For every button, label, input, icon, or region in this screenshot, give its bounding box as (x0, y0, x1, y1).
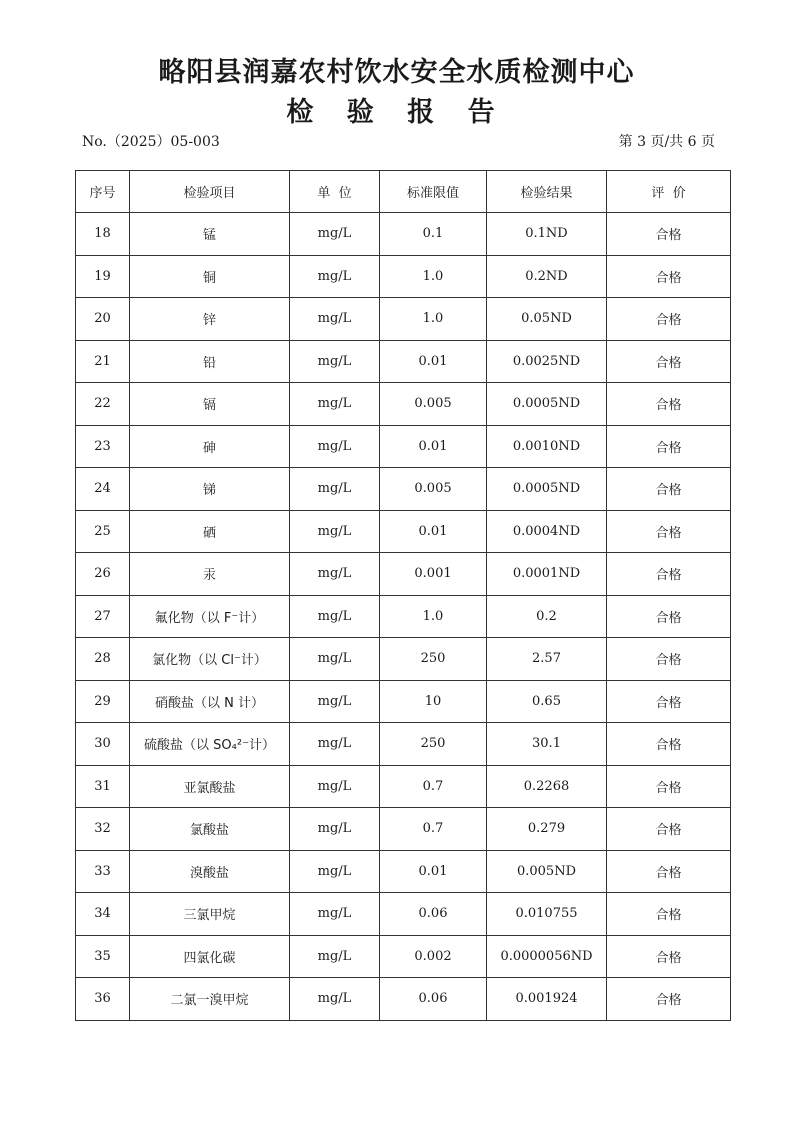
cell-eval: 合格 (607, 765, 731, 808)
cell-no: 32 (76, 808, 130, 851)
cell-item: 锰 (130, 213, 290, 256)
cell-result: 0.65 (487, 680, 607, 723)
cell-limit: 0.06 (380, 893, 487, 936)
cell-result: 0.0005ND (487, 468, 607, 511)
cell-no: 22 (76, 383, 130, 426)
cell-item: 汞 (130, 553, 290, 596)
cell-item: 硝酸盐（以 N 计） (130, 680, 290, 723)
cell-result: 0.0005ND (487, 383, 607, 426)
cell-unit: mg/L (290, 765, 380, 808)
cell-unit: mg/L (290, 340, 380, 383)
cell-eval: 合格 (607, 595, 731, 638)
cell-result: 30.1 (487, 723, 607, 766)
cell-unit: mg/L (290, 850, 380, 893)
report-subtitle: 检 验 报 告 (286, 97, 507, 128)
cell-no: 31 (76, 765, 130, 808)
table-row (76, 510, 731, 553)
cell-unit: mg/L (290, 468, 380, 511)
cell-unit: mg/L (290, 213, 380, 256)
table-row (76, 213, 731, 256)
cell-no: 27 (76, 595, 130, 638)
cell-unit: mg/L (290, 638, 380, 681)
cell-unit: mg/L (290, 595, 380, 638)
cell-unit: mg/L (290, 978, 380, 1021)
cell-unit: mg/L (290, 510, 380, 553)
cell-unit: mg/L (290, 255, 380, 298)
cell-eval: 合格 (607, 680, 731, 723)
cell-result: 0.2ND (487, 255, 607, 298)
results-table (75, 170, 731, 1021)
cell-limit: 0.7 (380, 808, 487, 851)
cell-no: 19 (76, 255, 130, 298)
cell-eval: 合格 (607, 638, 731, 681)
cell-limit: 1.0 (380, 595, 487, 638)
cell-no: 25 (76, 510, 130, 553)
cell-no: 21 (76, 340, 130, 383)
cell-item: 氟化物（以 F⁻计） (130, 595, 290, 638)
cell-item: 硫酸盐（以 SO₄²⁻计） (130, 723, 290, 766)
cell-unit: mg/L (290, 553, 380, 596)
cell-result: 0.0000056ND (487, 935, 607, 978)
cell-result: 0.005ND (487, 850, 607, 893)
cell-unit: mg/L (290, 808, 380, 851)
column-header-item: 检验项目 (130, 171, 290, 213)
cell-no: 30 (76, 723, 130, 766)
cell-item: 亚氯酸盐 (130, 765, 290, 808)
cell-eval: 合格 (607, 808, 731, 851)
cell-eval: 合格 (607, 298, 731, 341)
cell-limit: 0.01 (380, 510, 487, 553)
cell-eval: 合格 (607, 935, 731, 978)
table-row (76, 723, 731, 766)
cell-eval: 合格 (607, 468, 731, 511)
table-row (76, 595, 731, 638)
cell-item: 锑 (130, 468, 290, 511)
table-row (76, 808, 731, 851)
table-row (76, 255, 731, 298)
report-org-title: 略阳县润嘉农村饮水安全水质检测中心 (158, 57, 635, 88)
cell-limit: 250 (380, 723, 487, 766)
table-row (76, 765, 731, 808)
table-row (76, 893, 731, 936)
cell-item: 氯化物（以 Cl⁻计） (130, 638, 290, 681)
cell-result: 0.2 (487, 595, 607, 638)
cell-result: 0.1ND (487, 213, 607, 256)
cell-item: 锌 (130, 298, 290, 341)
cell-result: 0.0010ND (487, 425, 607, 468)
cell-result: 0.2268 (487, 765, 607, 808)
cell-item: 二氯一溴甲烷 (130, 978, 290, 1021)
cell-eval: 合格 (607, 425, 731, 468)
table-row (76, 298, 731, 341)
cell-eval: 合格 (607, 723, 731, 766)
cell-result: 0.010755 (487, 893, 607, 936)
cell-result: 0.0001ND (487, 553, 607, 596)
cell-item: 三氯甲烷 (130, 893, 290, 936)
cell-eval: 合格 (607, 213, 731, 256)
cell-no: 24 (76, 468, 130, 511)
cell-eval: 合格 (607, 978, 731, 1021)
cell-limit: 0.01 (380, 340, 487, 383)
cell-limit: 1.0 (380, 298, 487, 341)
cell-eval: 合格 (607, 893, 731, 936)
cell-item: 镉 (130, 383, 290, 426)
table-row (76, 425, 731, 468)
cell-result: 2.57 (487, 638, 607, 681)
report-number: No.（2025）05-003 (82, 134, 220, 150)
cell-unit: mg/L (290, 680, 380, 723)
cell-eval: 合格 (607, 553, 731, 596)
cell-item: 硒 (130, 510, 290, 553)
table-row (76, 680, 731, 723)
cell-result: 0.0004ND (487, 510, 607, 553)
cell-eval: 合格 (607, 850, 731, 893)
column-header-no: 序号 (76, 171, 130, 213)
table-row (76, 468, 731, 511)
cell-no: 28 (76, 638, 130, 681)
cell-no: 29 (76, 680, 130, 723)
table-row (76, 383, 731, 426)
cell-limit: 0.001 (380, 553, 487, 596)
table-row (76, 978, 731, 1021)
cell-result: 0.279 (487, 808, 607, 851)
cell-eval: 合格 (607, 340, 731, 383)
cell-no: 33 (76, 850, 130, 893)
cell-eval: 合格 (607, 383, 731, 426)
cell-unit: mg/L (290, 298, 380, 341)
table-row (76, 850, 731, 893)
cell-item: 氯酸盐 (130, 808, 290, 851)
cell-no: 18 (76, 213, 130, 256)
cell-item: 铜 (130, 255, 290, 298)
cell-unit: mg/L (290, 425, 380, 468)
cell-limit: 0.1 (380, 213, 487, 256)
column-header-result: 检验结果 (487, 171, 607, 213)
cell-item: 四氯化碳 (130, 935, 290, 978)
cell-limit: 0.005 (380, 468, 487, 511)
cell-limit: 0.7 (380, 765, 487, 808)
cell-eval: 合格 (607, 255, 731, 298)
cell-limit: 0.005 (380, 383, 487, 426)
table-row (76, 935, 731, 978)
cell-unit: mg/L (290, 723, 380, 766)
cell-no: 34 (76, 893, 130, 936)
cell-limit: 0.002 (380, 935, 487, 978)
cell-limit: 10 (380, 680, 487, 723)
cell-no: 36 (76, 978, 130, 1021)
column-header-eval: 评 价 (607, 171, 731, 213)
cell-item: 铅 (130, 340, 290, 383)
table-row (76, 638, 731, 681)
table-row (76, 340, 731, 383)
cell-eval: 合格 (607, 510, 731, 553)
cell-unit: mg/L (290, 893, 380, 936)
cell-no: 20 (76, 298, 130, 341)
cell-result: 0.0025ND (487, 340, 607, 383)
cell-limit: 250 (380, 638, 487, 681)
cell-limit: 0.06 (380, 978, 487, 1021)
cell-limit: 0.01 (380, 425, 487, 468)
cell-result: 0.05ND (487, 298, 607, 341)
column-header-unit: 单 位 (290, 171, 380, 213)
cell-unit: mg/L (290, 383, 380, 426)
cell-item: 溴酸盐 (130, 850, 290, 893)
cell-limit: 1.0 (380, 255, 487, 298)
page-indicator: 第 3 页/共 6 页 (618, 134, 715, 150)
table-row (76, 553, 731, 596)
cell-limit: 0.01 (380, 850, 487, 893)
cell-no: 35 (76, 935, 130, 978)
cell-result: 0.001924 (487, 978, 607, 1021)
cell-item: 砷 (130, 425, 290, 468)
column-header-limit: 标准限值 (380, 171, 487, 213)
cell-no: 26 (76, 553, 130, 596)
table-header-row (76, 171, 731, 213)
cell-no: 23 (76, 425, 130, 468)
cell-unit: mg/L (290, 935, 380, 978)
